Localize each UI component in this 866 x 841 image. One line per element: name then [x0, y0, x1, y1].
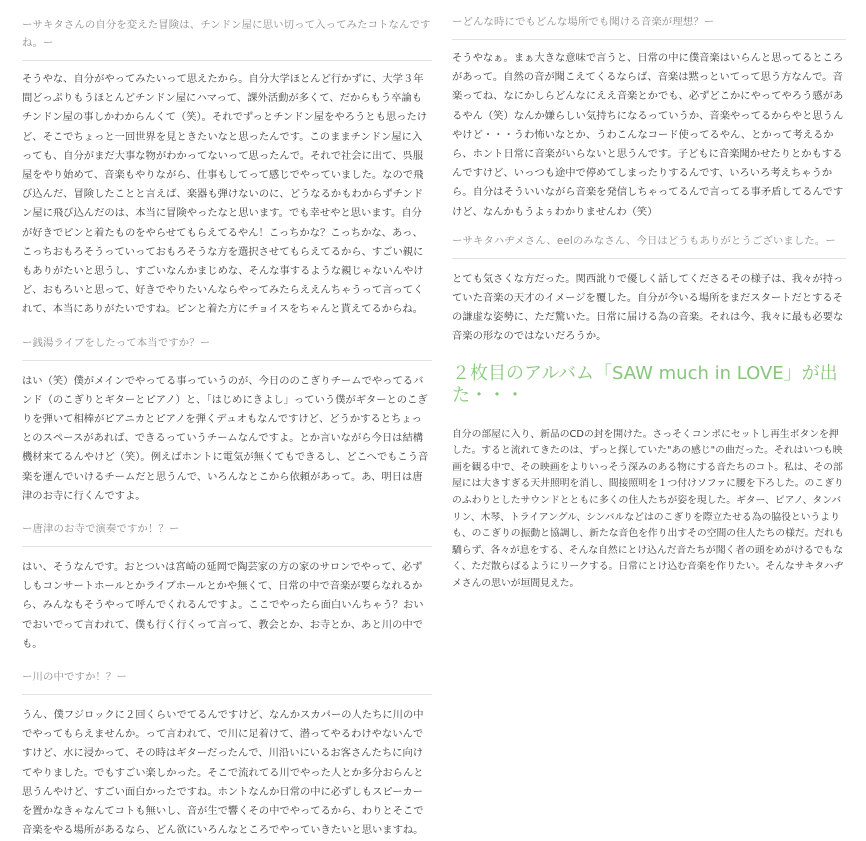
interview-question: ーサキタハヂメさん、eelのみなさん、今日はどうもありがとうございました。ー — [452, 232, 846, 259]
interview-answer: そうやな、自分がやってみたいって思えたから。自分大学ほとんど行かずに、大学３年間どっぷりもうほとんどチンドン屋にハマって、課外活動が多くて、だからもう卒論もチンドン屋の事しかわからんくて（笑）。それでずっとチンドン屋をやろうとも思ったけど、そこでちょっと一回世界を見ときたいなと思ったんです。このままチンドン屋に入っても、自分がまだ大事な物がわかってないって思ったんで。それで社会に出て、呉服屋をやり始めて、音楽もやりながら、仕事もしてって感じでやっていました。なので飛び込んだ、冒険したことと言えば、楽器も弾けないのに、どうなるかもわからずチンドン屋に飛び込んだのは、本当に冒険やったなと思います。でも幸せやと思います。自分が好きでピンと着たものをやらせてもらえてるやん！こっちかな？こっちかな、あっ、こっちおもろそうっていっておもろそうな方を選択させてもらえてるから、すごい親にもありがたいと思うし、すごいなんかまじめな、そんな事するような親じゃないんやけど、おもろいと思って、好きでやりたいんならやってみたらええんちゃうって言ってくれて、本当にありがたいですね。ピンと着た方にチョイスをちゃんと貰えてるからね。 — [22, 73, 428, 316]
interview-question: ー銭湯ライブをしたって本当ですか？ー — [22, 334, 432, 361]
left-column — [22, 0, 432, 841]
interview-answer: そうやなぁ。まぁ大きな意味で言うと、日常の中に僕音楽はいらんと思ってるところがあって。自然の音が聞こえてくるならば、音楽は黙っといてって思う方なんで。音楽ってね、なにかしらどんなにええ音楽とかでも、必ずどこかにやってやろう感があるやん（笑）なんか嫌らしい気持ちになるっていうか、音楽やってるからやと思うんやけど・・・うわ怖いなとか、うわこんなコード使ってるやん、とかって考えるから、ホント日常に音楽がいらないと思うんです。子どもに音楽聞かせたりとかもするんですけど、いっつも途中で停めてしまったりするんです、いろいろ考えちゃうから。自分はそういいながら音楽を発信しちゃってるんで言ってる事矛盾してるんですけど、なんかもうよぅわかりませんわ（笑） — [452, 52, 844, 218]
interview-question: ーどんな時にでもどんな場所でも聞ける音楽が理想？ー — [452, 13, 846, 40]
right-column — [452, 0, 846, 593]
interview-question: ー唐津のお寺で演奏ですか！？ー — [22, 520, 432, 547]
interview-question: ー川の中ですか！？ー — [22, 668, 432, 695]
interview-question: ーサキタさんの自分を変えた冒険は、チンドン屋に思い切って入ってみたコトなんですね。ー — [22, 16, 432, 61]
closing-remarks: とても気さくな方だった。関西訛りで優しく話してくださるその様子は、我々が持っていた音楽の天才のイメージを覆した。自分が今いる場所をまだスタートだとするその謙虚な姿勢に、ただ驚いた。日常に届ける為の音楽。それは今、我々に最も必要な音楽の形なのではないだろうか。 — [452, 272, 844, 343]
album-review: 自分の部屋に入り、新品のCDの封を開けた。さっそくコンポにセットし再生ボタンを押した。すると流れてきたのは、ずっと探していた"あの感じ"の曲だった。それはいつも映画を観る中で、その映画をよりいっそう深みのある物にする音たちのコト。私は、その部屋には大きすぎる天井照明を消し、間接照明を１つ付けソファに腰を下ろした。のこぎりのふわりとしたサウンドとともに多くの住人たちが姿を現した。ギター、ピアノ、タンバリン、木琴、トライアングル、シンバルなどはのこぎりを際立たせる為の脇役というよりも、のこぎりの振動と協調し、新たな音色を作り出すその空間の住人たちの様だ。だれも驕らず、各々が息をする、そんな自然にとけ込んだ音たちが聞く者の頭をめがけるでもなく、ただ散らばるようにリークする。日常にとけ込む音楽を作りたい。そんなサキタハヂメさんの思いが垣間見えた。 — [452, 428, 844, 589]
interview-answer: はい、そうなんです。おとついは宮崎の延岡で陶芸家の方の家のサロンでやって、必ずしもコンサートホールとかライブホールとかや無くて、日常の中で音楽が要らなれるから、みんなもそうやって呼んでくれるんですよ。ここでやったら面白いんちゃう？おいでおいでって言われて、僕も行く行くって言って、教会とか、お寺とか、あと川の中でも。 — [22, 561, 424, 650]
interview-answer: うん、僕フジロックに２回くらいでてるんですけど、なんかスカパーの人たちに川の中でやってもらえませんか。って言われて、で川に足着けて、潜ってやるわけやないんですけど、水に浸かって、その時はギターだったんで、川沿いにいるお客さんたちに向けてやりました。でもすごい楽しかった。そこで流れてる川でやった人とか多分おらんと思うんやけど、すごい面白かったですね。ホントなんか日常の中に必ずしもスピーカーを置かなきゃなんてコトも無いし、音が生で響くその中でやってるから、わりとそこで音楽をやる場所があるなら、どん欲にいろんなところでやっていきたいと思いますね。 — [22, 709, 424, 837]
album-heading: ２枚目のアルバム「SAW much in LOVE」が出た・・・ — [452, 362, 838, 406]
interview-answer: はい（笑）僕がメインでやってる事っていうのが、今日ののこぎりチームでやってるバンド（のこぎりとギターとピアノ）と、「はじめにきよし」っていう僕がギターとのこぎりを弾いて相棒がピアニカとピアノを弾くデュオもなんですけど、どうかするとちょっとのスペースがあれば、できるっていうチームなんですよ。とか言いながら今日は結構機材来てるんやけど（笑）。例えばホントに電気が無くてもできるし、どこへでもこう音楽を運んでいけるチームだと思うんで、いろんなとこから依頼があって。あ、明日は唐津のお寺に行くんですよ。 — [22, 374, 429, 502]
